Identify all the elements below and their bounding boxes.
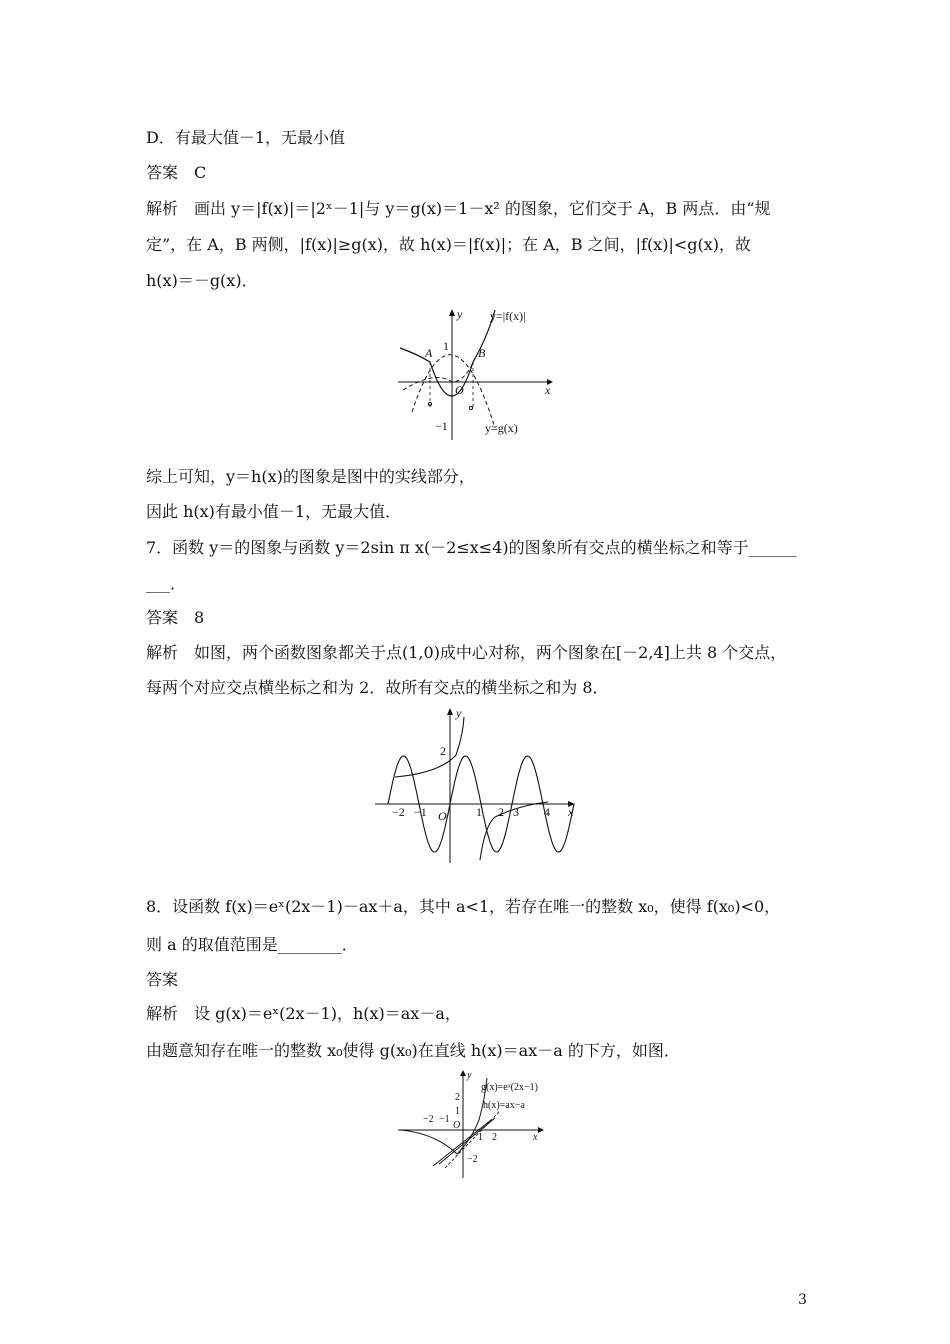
- y-tick-neg2: −2: [467, 1154, 478, 1165]
- explanation-7-line1: 解析 如图，两个函数图象都关于点(1,0)成中心对称，两个图象在[－2,4]上共 8 个交点，: [146, 643, 787, 662]
- x-tick-neg2: −2: [392, 805, 405, 819]
- rational-curve-left: [395, 717, 464, 777]
- figure-exp-and-line: [395, 1068, 555, 1180]
- y-axis-label: y: [457, 307, 463, 321]
- point-marker: [469, 406, 472, 409]
- x-tick-1: 1: [478, 1132, 483, 1143]
- y-tick-1: 1: [455, 1106, 460, 1117]
- question-7-line2: ___．: [146, 574, 187, 593]
- y-axis-label: y: [467, 1070, 472, 1081]
- g-curve-label: y=g(x): [485, 421, 518, 435]
- y-axis-arrow: [447, 708, 453, 715]
- y-axis-arrow: [460, 1070, 466, 1076]
- x-tick-3: 3: [513, 805, 519, 819]
- y-tick-2: 2: [440, 744, 446, 758]
- answer-8: 答案: [146, 970, 179, 989]
- g-curve-dashed: [412, 355, 495, 428]
- origin-label: O: [438, 809, 447, 823]
- explanation-8-line1: 解析 设 g(x)＝eˣ(2x－1)，h(x)＝ax－a，: [146, 1004, 461, 1023]
- question-8-line1: 8．设函数 f(x)＝eˣ(2x－1)－ax＋a，其中 a<1，若存在唯一的整数 x₀，使得 f(x₀)<0，: [146, 897, 781, 916]
- explanation-6-line2: 定”，在 A，B 两侧，|f(x)|≥g(x)，故 h(x)＝|f(x)|；在 A，B 之间，|f(x)|<g(x)，故: [146, 235, 751, 254]
- x-tick-2: 2: [492, 1132, 497, 1143]
- option-d: D．有最大值－1，无最小值: [146, 128, 346, 147]
- answer-7: 答案 8: [146, 608, 205, 627]
- y-tick-1: 1: [443, 339, 449, 353]
- explanation-8-line2: 由题意知存在唯一的整数 x₀使得 g(x₀)在直线 h(x)＝ax－a 的下方，如图．: [146, 1041, 680, 1060]
- question-7-line1: 7．函数 y＝的图象与函数 y＝2sin π x(－2≤x≤4)的图象所有交点的横坐标之和等于______: [146, 538, 797, 557]
- y-axis-label: y: [456, 706, 462, 720]
- x-tick-4: 4: [544, 805, 550, 819]
- x-axis-label: x: [545, 383, 551, 397]
- question-8-line2: 则 a 的取值范围是________．: [146, 935, 358, 954]
- x-tick-2: 2: [498, 805, 504, 819]
- point-a-label: A: [425, 346, 433, 360]
- h-line-label: h(x)=ax−a: [483, 1100, 525, 1111]
- f-curve-label: y=|f(x)|: [490, 309, 526, 323]
- g-curve-label: g(x)=eˣ(2x−1): [481, 1082, 538, 1093]
- origin-label: O: [453, 1120, 461, 1131]
- y-tick-neg1: −1: [435, 419, 448, 433]
- answer-6: 答案 C: [146, 163, 207, 182]
- x-axis-arrow: [538, 1127, 544, 1133]
- figure-sine-intersections: [370, 705, 585, 865]
- x-tick-neg2: −2: [423, 1114, 434, 1125]
- explanation-6-line1: 解析 画出 y＝|f(x)|＝|2ˣ－1|与 y＝g(x)＝1－x² 的图象，它们交于 A，B 两点．由“规: [146, 199, 771, 218]
- page-number: 3: [798, 1292, 807, 1308]
- y-tick-2: 2: [455, 1092, 460, 1103]
- y-axis-arrow: [449, 309, 455, 316]
- figure-abs-exp-parabola: [395, 300, 565, 442]
- x-axis-label: x: [533, 1132, 538, 1143]
- point-b-label: B: [478, 346, 486, 360]
- x-axis-label: x: [568, 805, 574, 819]
- conclusion-6-line2: 因此 h(x)有最小值－1，无最大值．: [146, 502, 402, 521]
- explanation-6-line3: h(x)＝－g(x)．: [146, 271, 258, 290]
- conclusion-6-line1: 综上可知，y＝h(x)的图象是图中的实线部分，: [146, 467, 475, 486]
- x-tick-neg1: −1: [439, 1114, 450, 1125]
- explanation-7-line2: 每两个对应交点横坐标之和为 2．故所有交点的横坐标之和为 8．: [146, 678, 609, 697]
- origin-label: O: [455, 383, 464, 397]
- x-tick-1: 1: [476, 805, 482, 819]
- x-tick-neg1: −1: [414, 805, 427, 819]
